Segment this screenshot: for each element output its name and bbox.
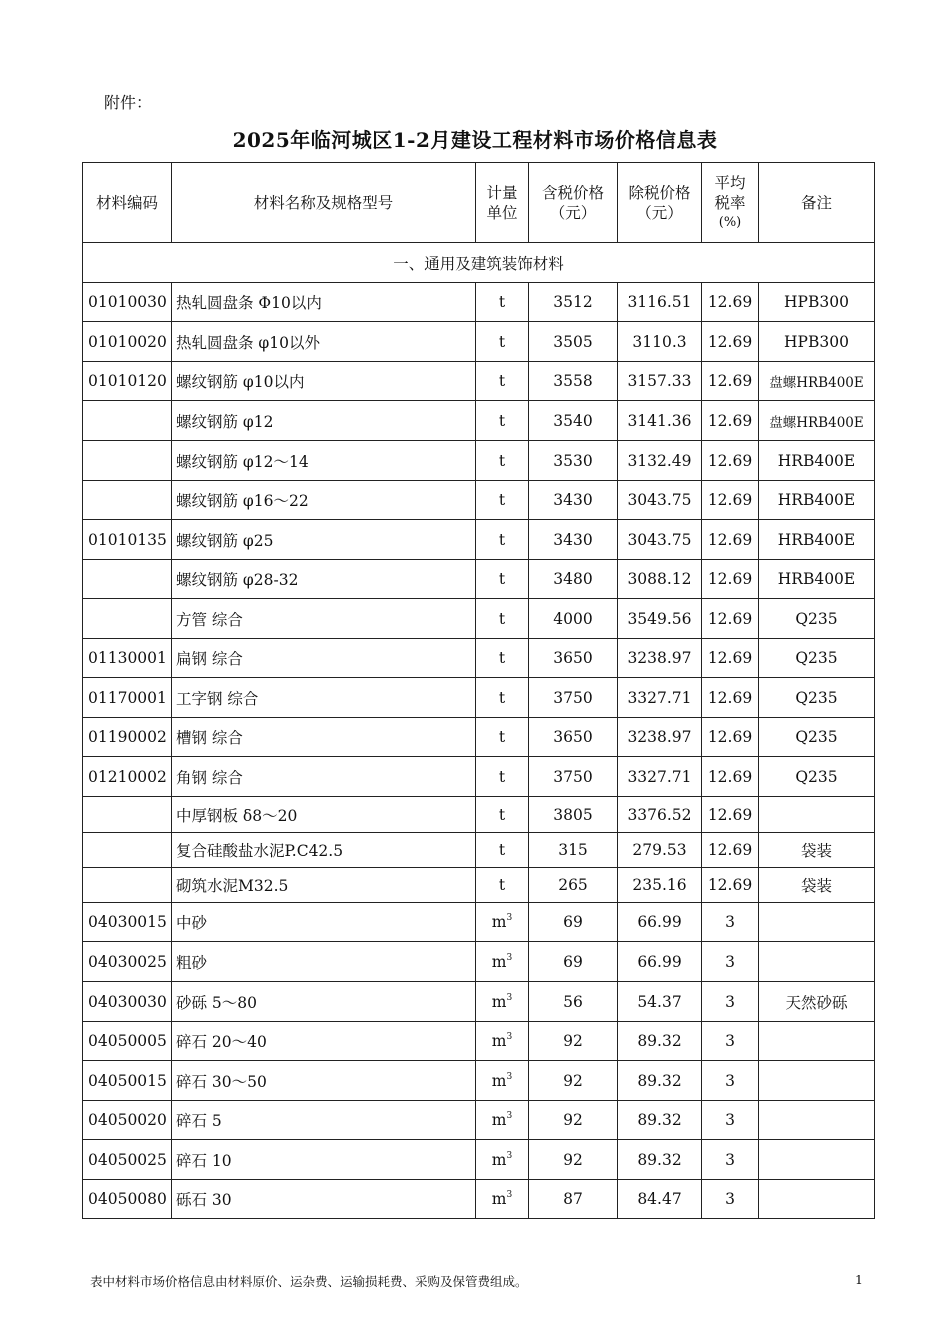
section-row [83, 243, 875, 283]
unit-base: m [491, 1190, 507, 1208]
price-without-tax: 3132.49 [618, 441, 702, 481]
table-row [83, 599, 875, 639]
header-rate-line1: 平均 [714, 173, 746, 192]
price-with-tax: 87 [529, 1180, 618, 1219]
table-row [83, 322, 875, 362]
price-with-tax: 69 [529, 942, 618, 982]
unit-base: m [491, 1032, 507, 1050]
table-row [83, 1022, 875, 1061]
unit-superscript: 3 [506, 913, 513, 923]
price-with-tax: 3650 [529, 718, 618, 757]
price-without-tax: 3376.52 [618, 797, 702, 833]
material-code [83, 401, 172, 441]
material-name: 热轧圆盘条 Φ10以内 [172, 283, 476, 322]
material-code: 01170001 [83, 678, 172, 718]
remark [759, 1061, 875, 1101]
tax-rate: 3 [702, 982, 759, 1022]
material-name: 砾石 30 [172, 1180, 476, 1219]
price-with-tax: 3480 [529, 560, 618, 599]
remark [759, 1022, 875, 1061]
unit: t [476, 678, 529, 718]
material-name: 热轧圆盘条 φ10以外 [172, 322, 476, 362]
attachment-label: 附件： [104, 93, 153, 112]
page-number: 1 [855, 1272, 863, 1287]
tax-rate: 12.69 [702, 362, 759, 401]
material-name: 螺纹钢筋 φ12～14 [172, 441, 476, 481]
tax-rate: 3 [702, 1061, 759, 1101]
tax-rate: 3 [702, 1180, 759, 1219]
price-without-tax: 89.32 [618, 1101, 702, 1140]
price-with-tax: 69 [529, 903, 618, 942]
price-without-tax: 66.99 [618, 903, 702, 942]
material-code: 04050020 [83, 1101, 172, 1140]
price-with-tax: 3430 [529, 520, 618, 560]
unit-superscript: 3 [506, 1071, 513, 1082]
material-code: 04050025 [83, 1140, 172, 1180]
material-name: 中厚钢板 δ8～20 [172, 797, 476, 833]
remark: 袋装 [759, 868, 875, 903]
unit-superscript: 3 [506, 1150, 513, 1161]
price-without-tax: 279.53 [618, 833, 702, 868]
header-unit [476, 163, 529, 243]
remark: 天然砂砾 [759, 982, 875, 1022]
material-code: 04030030 [83, 982, 172, 1022]
remark: HRB400E [759, 441, 875, 481]
material-name: 扁钢 综合 [172, 639, 476, 678]
unit: t [476, 639, 529, 678]
unit-base: m [491, 952, 507, 971]
tax-rate: 12.69 [702, 797, 759, 833]
material-code [83, 833, 172, 868]
material-code: 01010135 [83, 520, 172, 560]
unit-base: m [491, 992, 507, 1011]
material-name: 螺纹钢筋 φ12 [172, 401, 476, 441]
unit: t [476, 362, 529, 401]
table-row [83, 639, 875, 678]
unit: t [476, 599, 529, 639]
remark [759, 1180, 875, 1219]
remark: HRB400E [759, 481, 875, 520]
remark: HRB400E [759, 520, 875, 560]
table-row [83, 833, 875, 868]
tax-rate: 3 [702, 1101, 759, 1140]
price-with-tax: 265 [529, 868, 618, 903]
price-with-tax: 3430 [529, 481, 618, 520]
material-code [83, 441, 172, 481]
tax-rate: 12.69 [702, 599, 759, 639]
table-row [83, 1140, 875, 1180]
remark: Q235 [759, 599, 875, 639]
tax-rate: 3 [702, 1022, 759, 1061]
table-row [83, 982, 875, 1022]
material-name: 碎石 20～40 [172, 1022, 476, 1061]
remark [759, 942, 875, 982]
unit-superscript: 3 [506, 952, 513, 963]
material-name: 碎石 5 [172, 1101, 476, 1140]
remark: HPB300 [759, 283, 875, 322]
material-code [83, 797, 172, 833]
remark: Q235 [759, 678, 875, 718]
header-unit-line2: 单位 [486, 203, 518, 222]
price-without-tax: 3327.71 [618, 678, 702, 718]
tax-rate: 3 [702, 1140, 759, 1180]
remark [759, 1101, 875, 1140]
unit-base: m [491, 1111, 507, 1129]
material-code: 04050005 [83, 1022, 172, 1061]
material-code: 04050015 [83, 1061, 172, 1101]
price-with-tax: 56 [529, 982, 618, 1022]
header-rate-line3: (%) [718, 214, 742, 230]
price-without-tax: 54.37 [618, 982, 702, 1022]
unit [476, 903, 529, 942]
tax-rate: 12.69 [702, 441, 759, 481]
tax-rate: 12.69 [702, 678, 759, 718]
unit-base: m [491, 1071, 507, 1090]
material-name: 粗砂 [172, 942, 476, 982]
remark [759, 1140, 875, 1180]
table-row [83, 1101, 875, 1140]
unit-superscript: 3 [506, 1111, 513, 1121]
header-price-notax-line1: 除税价格 [628, 183, 691, 202]
material-name: 砂砾 5～80 [172, 982, 476, 1022]
table-row [83, 797, 875, 833]
table-row [83, 362, 875, 401]
tax-rate: 12.69 [702, 639, 759, 678]
tax-rate: 12.69 [702, 868, 759, 903]
material-code [83, 599, 172, 639]
price-with-tax: 92 [529, 1101, 618, 1140]
remark: Q235 [759, 639, 875, 678]
unit: t [476, 520, 529, 560]
price-without-tax: 3141.36 [618, 401, 702, 441]
tax-rate: 12.69 [702, 322, 759, 362]
unit-base: m [491, 1150, 507, 1169]
table-row [83, 481, 875, 520]
material-name: 中砂 [172, 903, 476, 942]
price-without-tax: 89.32 [618, 1022, 702, 1061]
price-without-tax: 235.16 [618, 868, 702, 903]
unit-base: m [491, 913, 507, 931]
unit [476, 1061, 529, 1101]
price-without-tax: 3238.97 [618, 639, 702, 678]
price-with-tax: 4000 [529, 599, 618, 639]
tax-rate: 3 [702, 903, 759, 942]
unit [476, 1140, 529, 1180]
price-with-tax: 3540 [529, 401, 618, 441]
unit [476, 1022, 529, 1061]
material-code: 04030015 [83, 903, 172, 942]
price-without-tax: 89.32 [618, 1140, 702, 1180]
table-row [83, 560, 875, 599]
unit: t [476, 401, 529, 441]
table-row [83, 757, 875, 797]
remark: 盘螺HRB400E [759, 362, 875, 401]
material-name: 槽钢 综合 [172, 718, 476, 757]
header-remark: 备注 [759, 163, 875, 243]
tax-rate: 12.69 [702, 560, 759, 599]
remark: Q235 [759, 757, 875, 797]
footer-note: 表中材料市场价格信息由材料原价、运杂费、运输损耗费、采购及保管费组成。 [90, 1274, 528, 1289]
table-row [83, 903, 875, 942]
price-with-tax: 3805 [529, 797, 618, 833]
unit: t [476, 757, 529, 797]
material-name: 螺纹钢筋 φ25 [172, 520, 476, 560]
unit: t [476, 481, 529, 520]
unit: t [476, 797, 529, 833]
material-name: 螺纹钢筋 φ10以内 [172, 362, 476, 401]
price-table [82, 162, 875, 1219]
table-row [83, 678, 875, 718]
material-name: 碎石 30～50 [172, 1061, 476, 1101]
price-with-tax: 3530 [529, 441, 618, 481]
material-code [83, 868, 172, 903]
remark [759, 797, 875, 833]
price-without-tax: 3110.3 [618, 322, 702, 362]
price-with-tax: 3505 [529, 322, 618, 362]
price-with-tax: 3512 [529, 283, 618, 322]
header-price-notax-line2: （元） [636, 203, 683, 222]
material-name: 碎石 10 [172, 1140, 476, 1180]
material-code: 01210002 [83, 757, 172, 797]
table-row [83, 1180, 875, 1219]
header-code: 材料编码 [83, 163, 172, 243]
material-code: 04050080 [83, 1180, 172, 1219]
material-name: 方管 综合 [172, 599, 476, 639]
price-with-tax: 3750 [529, 678, 618, 718]
unit [476, 1180, 529, 1219]
price-without-tax: 66.99 [618, 942, 702, 982]
unit [476, 1101, 529, 1140]
unit-superscript: 3 [506, 992, 513, 1003]
section-title: 一、通用及建筑装饰材料 [83, 243, 875, 283]
tax-rate: 12.69 [702, 718, 759, 757]
table-row [83, 283, 875, 322]
tax-rate: 12.69 [702, 401, 759, 441]
material-code: 01130001 [83, 639, 172, 678]
price-without-tax: 3088.12 [618, 560, 702, 599]
header-price-notax [618, 163, 702, 243]
unit-superscript: 3 [506, 1190, 513, 1200]
tax-rate: 12.69 [702, 757, 759, 797]
material-name: 工字钢 综合 [172, 678, 476, 718]
unit: t [476, 868, 529, 903]
header-rate [702, 163, 759, 243]
material-name: 螺纹钢筋 φ28-32 [172, 560, 476, 599]
material-code [83, 481, 172, 520]
price-with-tax: 3558 [529, 362, 618, 401]
unit: t [476, 718, 529, 757]
remark: 盘螺HRB400E [759, 401, 875, 441]
header-unit-line1: 计量 [486, 183, 518, 202]
material-name: 螺纹钢筋 φ16～22 [172, 481, 476, 520]
price-without-tax: 84.47 [618, 1180, 702, 1219]
material-code: 01010120 [83, 362, 172, 401]
material-code: 01010020 [83, 322, 172, 362]
material-code: 04030025 [83, 942, 172, 982]
tax-rate: 12.69 [702, 520, 759, 560]
price-with-tax: 315 [529, 833, 618, 868]
tax-rate: 3 [702, 942, 759, 982]
tax-rate: 12.69 [702, 481, 759, 520]
price-without-tax: 3043.75 [618, 481, 702, 520]
price-without-tax: 3549.56 [618, 599, 702, 639]
header-row [83, 163, 875, 243]
price-without-tax: 89.32 [618, 1061, 702, 1101]
unit: t [476, 322, 529, 362]
unit [476, 942, 529, 982]
price-with-tax: 3750 [529, 757, 618, 797]
price-with-tax: 92 [529, 1061, 618, 1101]
remark [759, 903, 875, 942]
price-with-tax: 92 [529, 1140, 618, 1180]
table-row [83, 868, 875, 903]
header-price-tax [529, 163, 618, 243]
price-without-tax: 3238.97 [618, 718, 702, 757]
table-row [83, 718, 875, 757]
remark: 袋装 [759, 833, 875, 868]
remark: HPB300 [759, 322, 875, 362]
price-without-tax: 3327.71 [618, 757, 702, 797]
material-name: 角钢 综合 [172, 757, 476, 797]
table-row [83, 942, 875, 982]
material-code: 01010030 [83, 283, 172, 322]
price-without-tax: 3043.75 [618, 520, 702, 560]
header-rate-line2: 税率 [714, 193, 746, 212]
material-name: 砌筑水泥M32.5 [172, 868, 476, 903]
material-code: 01190002 [83, 718, 172, 757]
table-row [83, 1061, 875, 1101]
page-title: 2025年临河城区1-2月建设工程材料市场价格信息表 [232, 128, 718, 152]
table-row [83, 401, 875, 441]
unit: t [476, 833, 529, 868]
price-with-tax: 3650 [529, 639, 618, 678]
price-with-tax: 92 [529, 1022, 618, 1061]
price-without-tax: 3157.33 [618, 362, 702, 401]
table-row [83, 441, 875, 481]
tax-rate: 12.69 [702, 283, 759, 322]
material-code [83, 560, 172, 599]
unit [476, 982, 529, 1022]
remark: Q235 [759, 718, 875, 757]
material-name: 复合硅酸盐水泥P.C42.5 [172, 833, 476, 868]
remark: HRB400E [759, 560, 875, 599]
unit: t [476, 560, 529, 599]
unit-superscript: 3 [506, 1032, 513, 1042]
unit: t [476, 283, 529, 322]
header-price-tax-line2: （元） [549, 203, 597, 222]
header-name: 材料名称及规格型号 [172, 163, 476, 243]
header-price-tax-line1: 含税价格 [541, 183, 604, 202]
tax-rate: 12.69 [702, 833, 759, 868]
table-row [83, 520, 875, 560]
price-without-tax: 3116.51 [618, 283, 702, 322]
unit: t [476, 441, 529, 481]
